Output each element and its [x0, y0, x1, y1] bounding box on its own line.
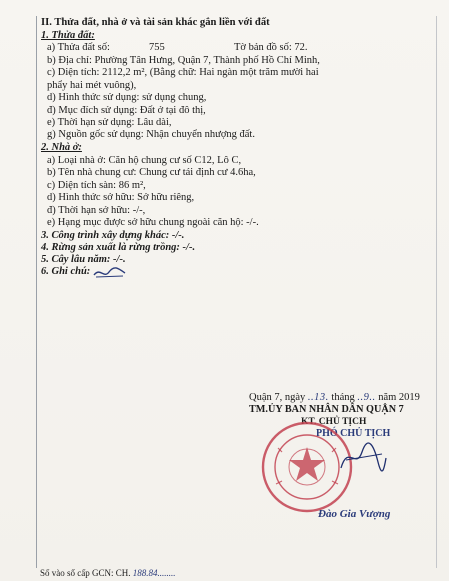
- building-name: b) Tên nhà chung cư: Chung cư tái định cư 4.6ha,: [47, 167, 256, 178]
- date-prefix: Quận 7, ngày: [249, 392, 306, 403]
- usage-origin: g) Nguồn gốc sử dụng: Nhận chuyển nhượng đất.: [47, 129, 255, 140]
- shared-items: e) Hạng mục được sở hữu chung ngoài căn hộ: -/-.: [47, 217, 259, 228]
- area-line-2: phẩy hai mét vuông),: [47, 80, 137, 91]
- register-label: Số vào sổ cấp GCN: CH.: [40, 568, 131, 578]
- register-value: 188.84........: [132, 568, 176, 578]
- usage-term: e) Thời hạn sử dụng: Lâu dài,: [47, 117, 172, 128]
- item-5: 5. Cây lâu năm: -/-.: [41, 254, 126, 265]
- area-line-1: c) Diện tích: 2112,2 m², (Bằng chữ: Hai ngàn một trăm mười hai: [47, 67, 319, 78]
- vice-chair-label: PHÓ CHỦ TỊCH: [316, 428, 391, 439]
- register-number: [40, 568, 176, 578]
- house-heading: 2. Nhà ở:: [41, 142, 82, 153]
- signature: [338, 440, 388, 474]
- date-day: ..13.: [307, 392, 329, 403]
- usage-form: d) Hình thức sử dụng: sử dụng chung,: [47, 92, 207, 103]
- house-type: a) Loại nhà ở: Căn hộ chung cư số C12, Lô C,: [47, 155, 242, 166]
- parcel-label: a) Thửa đất số:: [47, 42, 110, 53]
- item-6: 6. Ghi chú:: [41, 266, 91, 277]
- issuer-role: KT. CHỦ TỊCH: [301, 417, 367, 427]
- signer-name: Đào Gia Vượng: [318, 508, 391, 520]
- sign-date: [249, 392, 420, 404]
- date-year-label: năm 2019: [378, 392, 420, 403]
- handwritten-mark: [92, 264, 128, 280]
- item-3: 3. Công trình xây dựng khác: -/-.: [41, 230, 185, 241]
- ownership-form: d) Hình thức sở hữu: Sở hữu riêng,: [47, 192, 195, 203]
- date-month-label: tháng: [331, 392, 355, 403]
- parcel-number: 755: [149, 42, 165, 53]
- usage-purpose: đ) Mục đích sử dụng: Đất ở tại đô thị,: [47, 105, 206, 116]
- ownership-term: đ) Thời hạn sở hữu: -/-,: [47, 205, 146, 216]
- address: b) Địa chỉ: Phường Tân Hưng, Quận 7, Thành phố Hồ Chí Minh,: [47, 55, 320, 66]
- land-heading: 1. Thửa đất:: [41, 30, 95, 41]
- item-4: 4. Rừng sản xuất là rừng trồng: -/-.: [41, 242, 196, 253]
- floor-area: c) Diện tích sàn: 86 m²,: [47, 180, 146, 191]
- section-title: II. Thửa đất, nhà ở và tài sản khác gắn liền với đất: [41, 17, 270, 28]
- date-month: ..9..: [357, 392, 376, 403]
- map-sheet: Tờ bản đồ số: 72.: [234, 42, 308, 53]
- issuer: TM.ỦY BAN NHÂN DÂN QUẬN 7: [249, 404, 404, 415]
